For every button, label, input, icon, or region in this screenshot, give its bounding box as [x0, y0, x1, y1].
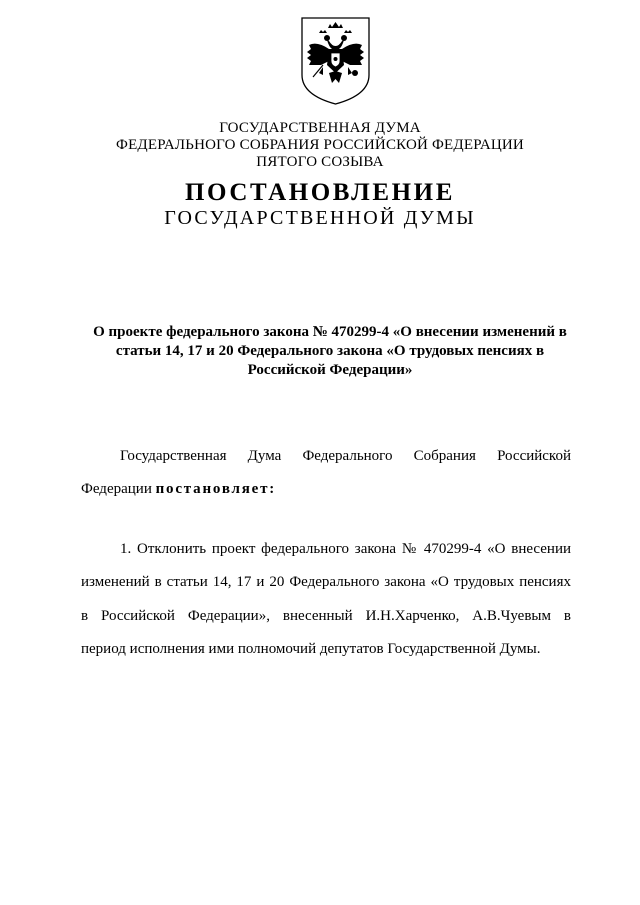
- clause-1-line-1: 1. Отклонить проект федерального закона № 470299-4 «О внесении: [120, 541, 571, 557]
- clause-1-line-2: изменений в статьи 14, 17 и 20 Федерального закона «О трудовых пенсиях: [81, 574, 571, 590]
- org-line-2: ФЕДЕРАЛЬНОГО СОБРАНИЯ РОССИЙСКОЙ ФЕДЕРАЦИИ: [116, 137, 524, 153]
- clause-1-line-3: в Российской Федерации», внесенный И.Н.Харченко, А.В.Чуевым в: [81, 608, 571, 624]
- preamble-line-2: [81, 473, 571, 506]
- org-line-3: ПЯТОГО СОЗЫВА: [256, 154, 384, 170]
- clause-1-line-4: период исполнения ими полномочий депутатов Государственной Думы.: [81, 641, 541, 657]
- coat-of-arms-icon: [299, 15, 372, 107]
- resolves-keyword: постановляет:: [155, 481, 277, 497]
- document-subtitle: ГОСУДАРСТВЕННОЙ ДУМЫ: [164, 207, 476, 229]
- resolution-subject: [70, 323, 590, 380]
- preamble-line-1: Государственная Дума Федерального Собрания Российской: [120, 448, 571, 464]
- subject-line-2: статьи 14, 17 и 20 Федерального закона «О трудовых пенсиях в: [115, 343, 545, 359]
- subject-line-1: О проекте федерального закона № 470299-4 «О внесении изменений в: [93, 324, 567, 340]
- document-type-title: ПОСТАНОВЛЕНИЕ: [184, 179, 456, 206]
- org-line-1: ГОСУДАРСТВЕННАЯ ДУМА: [219, 120, 421, 136]
- preamble-prefix: Федерации: [81, 481, 152, 497]
- subject-line-3: Российской Федерации»: [247, 362, 413, 378]
